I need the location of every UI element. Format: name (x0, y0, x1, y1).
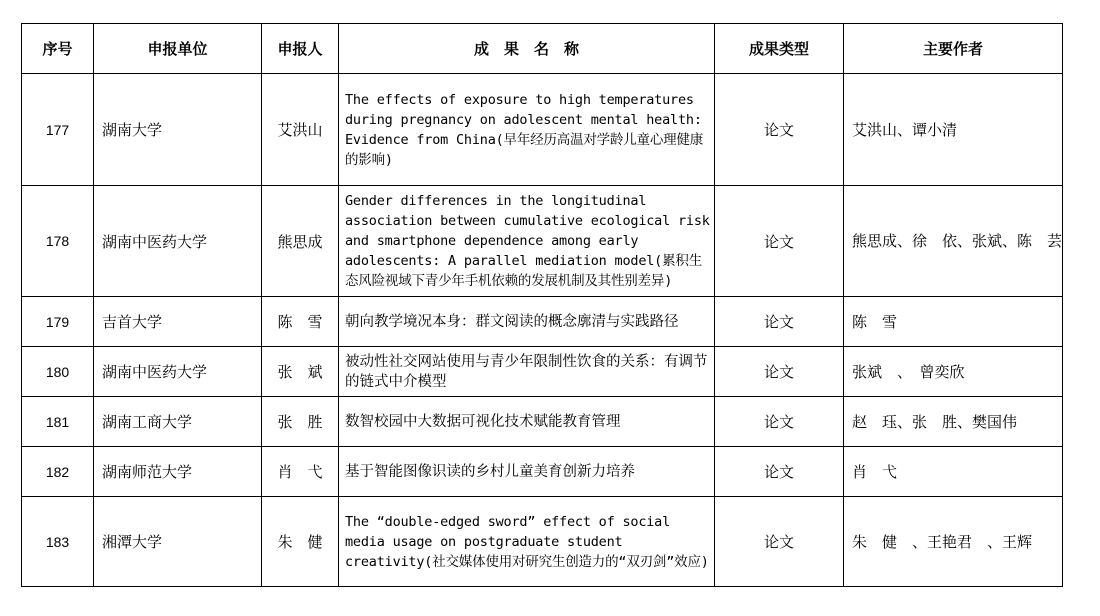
row-title: 基于智能图像识读的乡村儿童美育创新力培养 (339, 447, 715, 497)
row-authors: 陈 雪 (844, 297, 1063, 347)
row-type: 论文 (715, 186, 844, 297)
table-row (22, 347, 1063, 397)
table-row (22, 397, 1063, 447)
row-unit: 湖南中医药大学 (94, 186, 262, 297)
table-row (22, 186, 1063, 297)
row-title: 数智校园中大数据可视化技术赋能教育管理 (339, 397, 715, 447)
table-row (22, 74, 1063, 186)
row-title: Gender differences in the longitudinal association between cumulative ecological risk and smartphone dependence among early adolescents: A parallel mediation model(累积生态风险视域下青少年手机依赖的发展机制及其性别差异) (339, 186, 715, 297)
header-person: 申报人 (262, 24, 339, 74)
row-person: 张 胜 (262, 397, 339, 447)
row-unit: 湖南大学 (94, 74, 262, 186)
row-person: 肖 弋 (262, 447, 339, 497)
row-unit: 湖南工商大学 (94, 397, 262, 447)
row-title: 被动性社交网站使用与青少年限制性饮食的关系：有调节的链式中介模型 (339, 347, 715, 397)
row-type: 论文 (715, 347, 844, 397)
awards-table (21, 23, 1063, 587)
row-unit: 吉首大学 (94, 297, 262, 347)
row-no: 177 (22, 74, 94, 186)
header-no: 序号 (22, 24, 94, 74)
row-type: 论文 (715, 447, 844, 497)
row-authors: 艾洪山、谭小清 (844, 74, 1063, 186)
row-authors: 熊思成、徐 依、张斌、陈 芸 (844, 186, 1063, 297)
row-unit: 湘潭大学 (94, 497, 262, 587)
row-person: 艾洪山 (262, 74, 339, 186)
header-unit: 申报单位 (94, 24, 262, 74)
row-type: 论文 (715, 497, 844, 587)
row-authors: 张斌 、 曾奕欣 (844, 347, 1063, 397)
row-title: The “double-edged sword” effect of social media usage on postgraduate student creativity(社交媒体使用对研究生创造力的“双刃剑”效应) (339, 497, 715, 587)
row-authors: 赵 珏、张 胜、樊国伟 (844, 397, 1063, 447)
row-no: 180 (22, 347, 94, 397)
row-no: 178 (22, 186, 94, 297)
row-authors: 朱 健 、王艳君 、王辉 (844, 497, 1063, 587)
row-person: 熊思成 (262, 186, 339, 297)
row-person: 张 斌 (262, 347, 339, 397)
row-title: The effects of exposure to high temperatures during pregnancy on adolescent mental health: Evidence from China(早年经历高温对学龄儿童心理健康的影响) (339, 74, 715, 186)
row-type: 论文 (715, 74, 844, 186)
header-authors: 主要作者 (844, 24, 1063, 74)
table-row (22, 447, 1063, 497)
row-unit: 湖南师范大学 (94, 447, 262, 497)
row-no: 182 (22, 447, 94, 497)
row-person: 朱 健 (262, 497, 339, 587)
row-no: 181 (22, 397, 94, 447)
header-title: 成 果 名 称 (339, 24, 715, 74)
row-type: 论文 (715, 297, 844, 347)
row-type: 论文 (715, 397, 844, 447)
row-person: 陈 雪 (262, 297, 339, 347)
table-row (22, 497, 1063, 587)
header-row (22, 24, 1063, 74)
row-no: 179 (22, 297, 94, 347)
header-type: 成果类型 (715, 24, 844, 74)
row-authors: 肖 弋 (844, 447, 1063, 497)
row-unit: 湖南中医药大学 (94, 347, 262, 397)
row-title: 朝向教学境况本身：群文阅读的概念廓清与实践路径 (339, 297, 715, 347)
table-row (22, 297, 1063, 347)
row-no: 183 (22, 497, 94, 587)
